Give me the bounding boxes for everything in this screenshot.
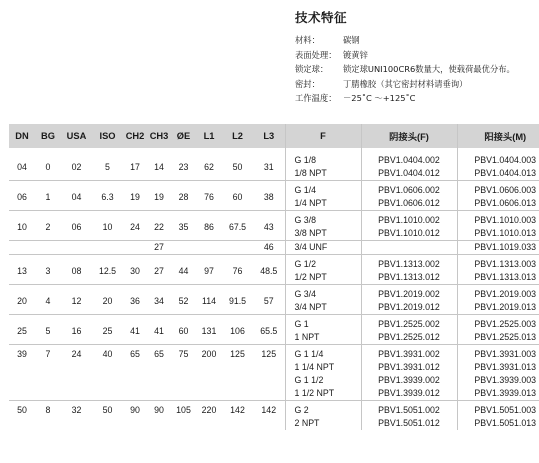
cell-bg: 5 — [35, 315, 61, 345]
cell-ch3: 19 — [147, 181, 171, 211]
cell-ch3: 41 — [147, 315, 171, 345]
cell-oe: 60 — [171, 315, 196, 345]
cell-usa: 12 — [61, 285, 92, 315]
cell-l3: 38 — [253, 181, 285, 211]
cell-bg: 8 — [35, 401, 61, 431]
cell-f: G 2 — [285, 401, 361, 418]
cell-l1: 76 — [196, 181, 222, 211]
cell-male: PBV1.2525.013 — [457, 331, 539, 345]
cell-ch2: 65 — [123, 345, 147, 401]
header-male: 阳接头(M) — [457, 124, 539, 148]
spec-row-locking-ball — [295, 62, 535, 77]
cell-dn: 10 — [9, 211, 35, 241]
cell-oe: 23 — [178, 161, 189, 172]
table-row — [9, 401, 539, 418]
cell-l2: 91.5 — [222, 285, 253, 315]
cell-l2: 50 — [232, 161, 243, 172]
cell-empty — [196, 241, 222, 255]
cell-oe: 44 — [171, 255, 196, 285]
cell-dn: 04 — [17, 161, 27, 172]
spec-value: 丁腈橡胶（其它密封材料请垂询） — [343, 78, 468, 89]
cell-l2: 125 — [222, 345, 253, 401]
cell-dn: 25 — [9, 315, 35, 345]
cell-f: 3/8 NPT — [285, 227, 361, 241]
cell-l2: 142 — [222, 401, 253, 431]
cell-female: PBV1.1010.002 — [361, 211, 457, 228]
spec-row-material — [295, 33, 535, 48]
cell-f: 3/4 NPT — [285, 301, 361, 315]
cell-usa: 32 — [61, 401, 92, 431]
cell-l3: 31 — [263, 161, 274, 172]
cell-iso: 10 — [92, 211, 123, 241]
spec-label: 密封： — [295, 78, 320, 89]
cell-ch3: 27 — [147, 255, 171, 285]
spec-row-seal — [295, 77, 535, 92]
header-oe: ØE — [171, 124, 196, 148]
cell-f: 1/8 NPT — [285, 167, 361, 181]
cell-iso: 25 — [92, 315, 123, 345]
cell-usa: 16 — [61, 315, 92, 345]
cell-usa: 06 — [61, 211, 92, 241]
cell-f: G 1 — [285, 315, 361, 332]
cell-male: PBV1.2019.013 — [457, 301, 539, 315]
cell-f: 1/2 NPT — [285, 271, 361, 285]
cell-l1: 200 — [196, 345, 222, 401]
cell-bg: 1 — [35, 181, 61, 211]
cell-f: G 1 1/4 — [285, 345, 361, 362]
cell-f: 1 1/4 NPT — [285, 361, 361, 374]
table-row — [9, 315, 539, 332]
cell-male: PBV1.1313.013 — [457, 271, 539, 285]
spec-label: 锁定球： — [295, 64, 329, 74]
cell-female: PBV1.2019.002 — [361, 285, 457, 302]
cell-dn: 06 — [9, 181, 35, 211]
cell-male: PBV1.0404.003 — [457, 148, 539, 167]
cell-female: PBV1.3931.012 — [361, 361, 457, 374]
cell-female: PBV1.2525.012 — [361, 331, 457, 345]
cell-male: PBV1.5051.003 — [457, 401, 539, 418]
cell-empty — [171, 241, 196, 255]
cell-iso: 20 — [92, 285, 123, 315]
spec-label: 材料： — [295, 35, 320, 45]
cell-empty — [9, 241, 35, 255]
spec-value: 锁定球UNI100CR6数量大，使载荷最优分布。 — [343, 64, 515, 74]
cell-female: PBV1.1010.012 — [361, 227, 457, 241]
cell-empty — [123, 241, 147, 255]
cell-l3: 65.5 — [253, 315, 285, 345]
cell-f: G 1/2 — [285, 255, 361, 272]
cell-ch2: 90 — [123, 401, 147, 431]
cell-dn: 13 — [9, 255, 35, 285]
cell-empty — [92, 241, 123, 255]
cell-l3: 48.5 — [253, 255, 285, 285]
cell-female: PBV1.3939.012 — [361, 387, 457, 401]
cell-l3: 57 — [253, 285, 285, 315]
dimension-table — [9, 124, 539, 430]
cell-male: PBV1.2019.003 — [457, 285, 539, 302]
cell-oe: 52 — [171, 285, 196, 315]
table-row — [9, 241, 539, 255]
spec-row-surface — [295, 48, 535, 63]
cell-l1: 131 — [196, 315, 222, 345]
cell-male: PBV1.3939.003 — [457, 374, 539, 387]
cell-female: PBV1.2019.012 — [361, 301, 457, 315]
table-row — [9, 345, 539, 362]
cell-l3: 125 — [253, 345, 285, 401]
cell-ch2: 24 — [123, 211, 147, 241]
cell-l3: 46 — [253, 241, 285, 255]
header-ch2: CH2 — [123, 124, 147, 148]
header-female: 阴接头(F) — [361, 124, 457, 148]
cell-male: PBV1.3931.003 — [457, 345, 539, 362]
header-f: F — [285, 124, 361, 148]
table-row — [9, 285, 539, 302]
cell-female — [361, 241, 457, 255]
header-l1: L1 — [196, 124, 222, 148]
cell-ch2: 41 — [123, 315, 147, 345]
cell-l1: 220 — [196, 401, 222, 431]
header-dn: DN — [9, 124, 35, 148]
spec-value: －25˚C ～+125˚C — [343, 93, 416, 103]
cell-oe: 75 — [171, 345, 196, 401]
spec-label: 表面处理： — [295, 49, 337, 60]
cell-male: PBV1.1313.003 — [457, 255, 539, 272]
cell-female: PBV1.0404.012 — [361, 167, 457, 181]
technical-specs — [295, 8, 535, 106]
cell-iso: 50 — [92, 401, 123, 431]
cell-female: PBV1.0606.002 — [361, 181, 457, 198]
header-l3: L3 — [253, 124, 285, 148]
cell-ch3: 14 — [154, 161, 164, 172]
cell-f: G 1/4 — [285, 181, 361, 198]
cell-male: PBV1.0606.003 — [457, 181, 539, 198]
cell-empty — [222, 241, 253, 255]
header-bg: BG — [35, 124, 61, 148]
cell-male: PBV1.0606.013 — [457, 197, 539, 211]
cell-bg: 0 — [45, 161, 51, 172]
cell-male: PBV1.0404.013 — [457, 167, 539, 181]
cell-male: PBV1.1010.003 — [457, 211, 539, 228]
table-header-row — [9, 124, 539, 148]
cell-male: PBV1.2525.003 — [457, 315, 539, 332]
cell-f: 1 1/2 NPT — [285, 387, 361, 401]
cell-l2: 76 — [222, 255, 253, 285]
cell-ch3: 22 — [147, 211, 171, 241]
cell-ch2: 36 — [123, 285, 147, 315]
cell-empty — [35, 241, 61, 255]
table-body — [9, 148, 539, 430]
cell-ch3: 90 — [147, 401, 171, 431]
table-row — [9, 211, 539, 228]
cell-usa: 04 — [61, 181, 92, 211]
header-l2: L2 — [222, 124, 253, 148]
spec-row-temperature — [295, 91, 535, 106]
cell-l2: 60 — [222, 181, 253, 211]
cell-male: PBV1.1019.033 — [457, 241, 539, 255]
header-iso: ISO — [92, 124, 123, 148]
header-usa: USA — [61, 124, 92, 148]
cell-ch3: 27 — [147, 241, 171, 255]
cell-usa: 08 — [61, 255, 92, 285]
cell-male: PBV1.3931.013 — [457, 361, 539, 374]
cell-iso: 12.5 — [92, 255, 123, 285]
cell-iso: 6.3 — [92, 181, 123, 211]
cell-female: PBV1.0404.002 — [361, 148, 457, 167]
cell-f: 3/4 UNF — [285, 241, 361, 255]
table-row — [9, 181, 539, 198]
cell-f: 1 NPT — [285, 331, 361, 345]
cell-iso: 40 — [92, 345, 123, 401]
cell-f: G 3/4 — [285, 285, 361, 302]
cell-oe: 28 — [171, 181, 196, 211]
cell-bg: 2 — [35, 211, 61, 241]
cell-dn: 39 — [9, 345, 35, 401]
cell-l3: 43 — [253, 211, 285, 241]
cell-iso: 5 — [105, 161, 110, 172]
cell-bg: 3 — [35, 255, 61, 285]
cell-ch3: 34 — [147, 285, 171, 315]
cell-male: PBV1.5051.013 — [457, 417, 539, 430]
cell-bg: 7 — [35, 345, 61, 401]
cell-female: PBV1.1313.012 — [361, 271, 457, 285]
cell-male: PBV1.3939.013 — [457, 387, 539, 401]
cell-f: 2 NPT — [285, 417, 361, 430]
cell-l1: 62 — [204, 161, 214, 172]
cell-usa: 02 — [71, 161, 82, 172]
cell-l2: 67.5 — [222, 211, 253, 241]
cell-ch3: 65 — [147, 345, 171, 401]
cell-bg: 4 — [35, 285, 61, 315]
cell-f: G 3/8 — [285, 211, 361, 228]
cell-l1: 97 — [196, 255, 222, 285]
cell-empty — [61, 241, 92, 255]
cell-female: PBV1.2525.002 — [361, 315, 457, 332]
cell-l1: 114 — [196, 285, 222, 315]
header-ch3: CH3 — [147, 124, 171, 148]
cell-male: PBV1.1010.013 — [457, 227, 539, 241]
cell-oe: 35 — [171, 211, 196, 241]
cell-f: 1/4 NPT — [285, 197, 361, 211]
cell-usa: 24 — [61, 345, 92, 401]
cell-female: PBV1.5051.012 — [361, 417, 457, 430]
cell-female: PBV1.0606.012 — [361, 197, 457, 211]
cell-female: PBV1.5051.002 — [361, 401, 457, 418]
table-row — [9, 148, 539, 167]
cell-l1: 86 — [196, 211, 222, 241]
cell-female: PBV1.1313.002 — [361, 255, 457, 272]
cell-oe: 105 — [171, 401, 196, 431]
cell-female: PBV1.3931.002 — [361, 345, 457, 362]
cell-ch2: 30 — [123, 255, 147, 285]
table-row — [9, 255, 539, 272]
cell-f: G 1/8 — [285, 148, 361, 167]
cell-f: G 1 1/2 — [285, 374, 361, 387]
cell-dn: 20 — [9, 285, 35, 315]
spec-value: 碳钢 — [343, 35, 360, 45]
cell-ch2: 17 — [130, 161, 140, 172]
spec-label: 工作温度： — [295, 93, 337, 103]
cell-l2: 106 — [222, 315, 253, 345]
cell-ch2: 19 — [123, 181, 147, 211]
specs-title: 技术特征 — [295, 10, 348, 25]
spec-value: 镀黄锌 — [343, 49, 368, 60]
cell-dn: 50 — [9, 401, 35, 431]
cell-l3: 142 — [253, 401, 285, 431]
cell-female: PBV1.3939.002 — [361, 374, 457, 387]
